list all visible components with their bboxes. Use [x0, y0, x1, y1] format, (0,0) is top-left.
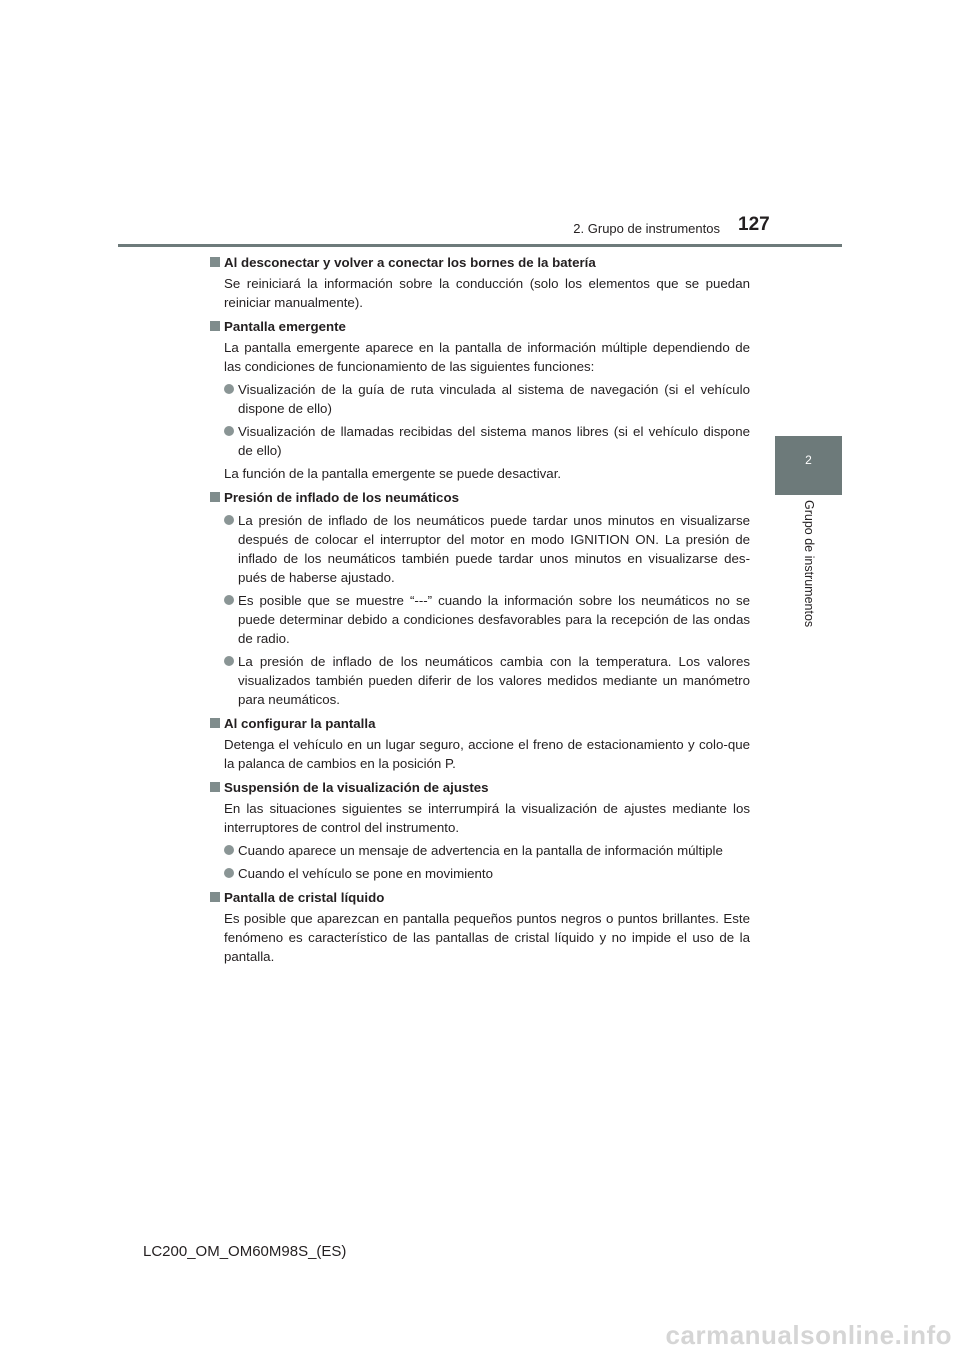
section-paragraph: En las situaciones siguientes se interrumpirá la visualización de ajustes mediante los interruptores de control del instrumento. [224, 801, 750, 835]
page-number: 127 [738, 214, 770, 235]
site-watermark: carmanualsonline.info [665, 1320, 952, 1350]
chapter-tab-number: 2 [805, 453, 812, 467]
square-bullet-icon [210, 892, 220, 902]
chapter-tab [775, 436, 842, 495]
list-item-text: La presión de inflado de los neumáticos puede tardar unos minutos en visualizarse después de colocar el interruptor del motor en modo IGNITION ON. La presión de inflado de los neumáticos también puede tardar unos minutos en visualizarse des-pués de haberse ajustado. [238, 513, 750, 585]
section-popup [210, 317, 750, 483]
section-heading-text: Pantalla emergente [224, 319, 346, 334]
section-paragraph: Se reiniciará la información sobre la conducción (solo los elementos que se puedan reiniciar manualmente). [224, 276, 750, 310]
list-item-text: Visualización de la guía de ruta vinculada al sistema de navegación (si el vehículo dispone de ello) [238, 382, 750, 416]
section-heading [210, 778, 750, 797]
round-bullet-icon [224, 656, 234, 666]
document-code-footer: LC200_OM_OM60M98S_(ES) [143, 1243, 347, 1260]
section-paragraph: Detenga el vehículo en un lugar seguro, accione el freno de estacionamiento y colo-que la palanca de cambios en la posición P. [224, 737, 750, 771]
list-item [224, 380, 750, 418]
section-heading [210, 317, 750, 336]
round-bullet-icon [224, 384, 234, 394]
square-bullet-icon [210, 782, 220, 792]
list-item [224, 422, 750, 460]
round-bullet-icon [224, 845, 234, 855]
round-bullet-icon [224, 595, 234, 605]
list-item-text: Cuando el vehículo se pone en movimiento [238, 866, 494, 881]
chapter-tab-label: Grupo de instrumentos [802, 500, 816, 628]
list-item [224, 591, 750, 648]
section-heading-text: Pantalla de cristal líquido [224, 890, 385, 905]
section-paragraph: Es posible que aparezcan en pantalla pequeños puntos negros o puntos brillantes. Este fenómeno es característico de las pantallas de cristal líquido y no impide el uso de la pantalla. [224, 911, 750, 964]
list-item-text: Visualización de llamadas recibidas del sistema manos libres (si el vehículo dispone de ello) [238, 424, 750, 458]
section-lcd [210, 888, 750, 966]
square-bullet-icon [210, 257, 220, 267]
section-configure-display [210, 714, 750, 773]
square-bullet-icon [210, 321, 220, 331]
round-bullet-icon [224, 868, 234, 878]
section-note: La función de la pantalla emergente se puede desactivar. [224, 466, 562, 481]
list-item [224, 864, 750, 883]
section-settings-suspension [210, 778, 750, 883]
main-content [210, 253, 750, 966]
list-item-text: Cuando aparece un mensaje de advertencia en la pantalla de información múltiple [238, 843, 723, 858]
list-item [224, 652, 750, 709]
section-heading [210, 888, 750, 907]
square-bullet-icon [210, 718, 220, 728]
round-bullet-icon [224, 515, 234, 525]
header-section-title: 2. Grupo de instrumentos [573, 221, 720, 236]
section-paragraph: La pantalla emergente aparece en la pantalla de información múltiple dependiendo de las condiciones de funcionamiento de las siguientes funciones: [224, 340, 750, 374]
list-item [224, 841, 750, 860]
list-item-text: Es posible que se muestre “---” cuando la información sobre los neumáticos no se puede determinar debido a condiciones desfavorables para la recepción de las ondas de radio. [238, 593, 750, 646]
square-bullet-icon [210, 492, 220, 502]
section-tire-pressure [210, 488, 750, 709]
header-divider [118, 244, 842, 247]
section-heading-text: Presión de inflado de los neumáticos [224, 490, 459, 505]
round-bullet-icon [224, 426, 234, 436]
section-heading [210, 488, 750, 507]
section-heading [210, 714, 750, 733]
section-heading-text: Al desconectar y volver a conectar los bornes de la batería [224, 255, 596, 270]
section-heading [210, 253, 750, 272]
list-item [224, 511, 750, 587]
section-heading-text: Al configurar la pantalla [224, 716, 376, 731]
section-battery [210, 253, 750, 312]
section-heading-text: Suspensión de la visualización de ajustes [224, 780, 489, 795]
list-item-text: La presión de inflado de los neumáticos cambia con la temperatura. Los valores visualizados también pueden diferir de los valores medidos mediante un manómetro para neumáticos. [238, 654, 750, 707]
